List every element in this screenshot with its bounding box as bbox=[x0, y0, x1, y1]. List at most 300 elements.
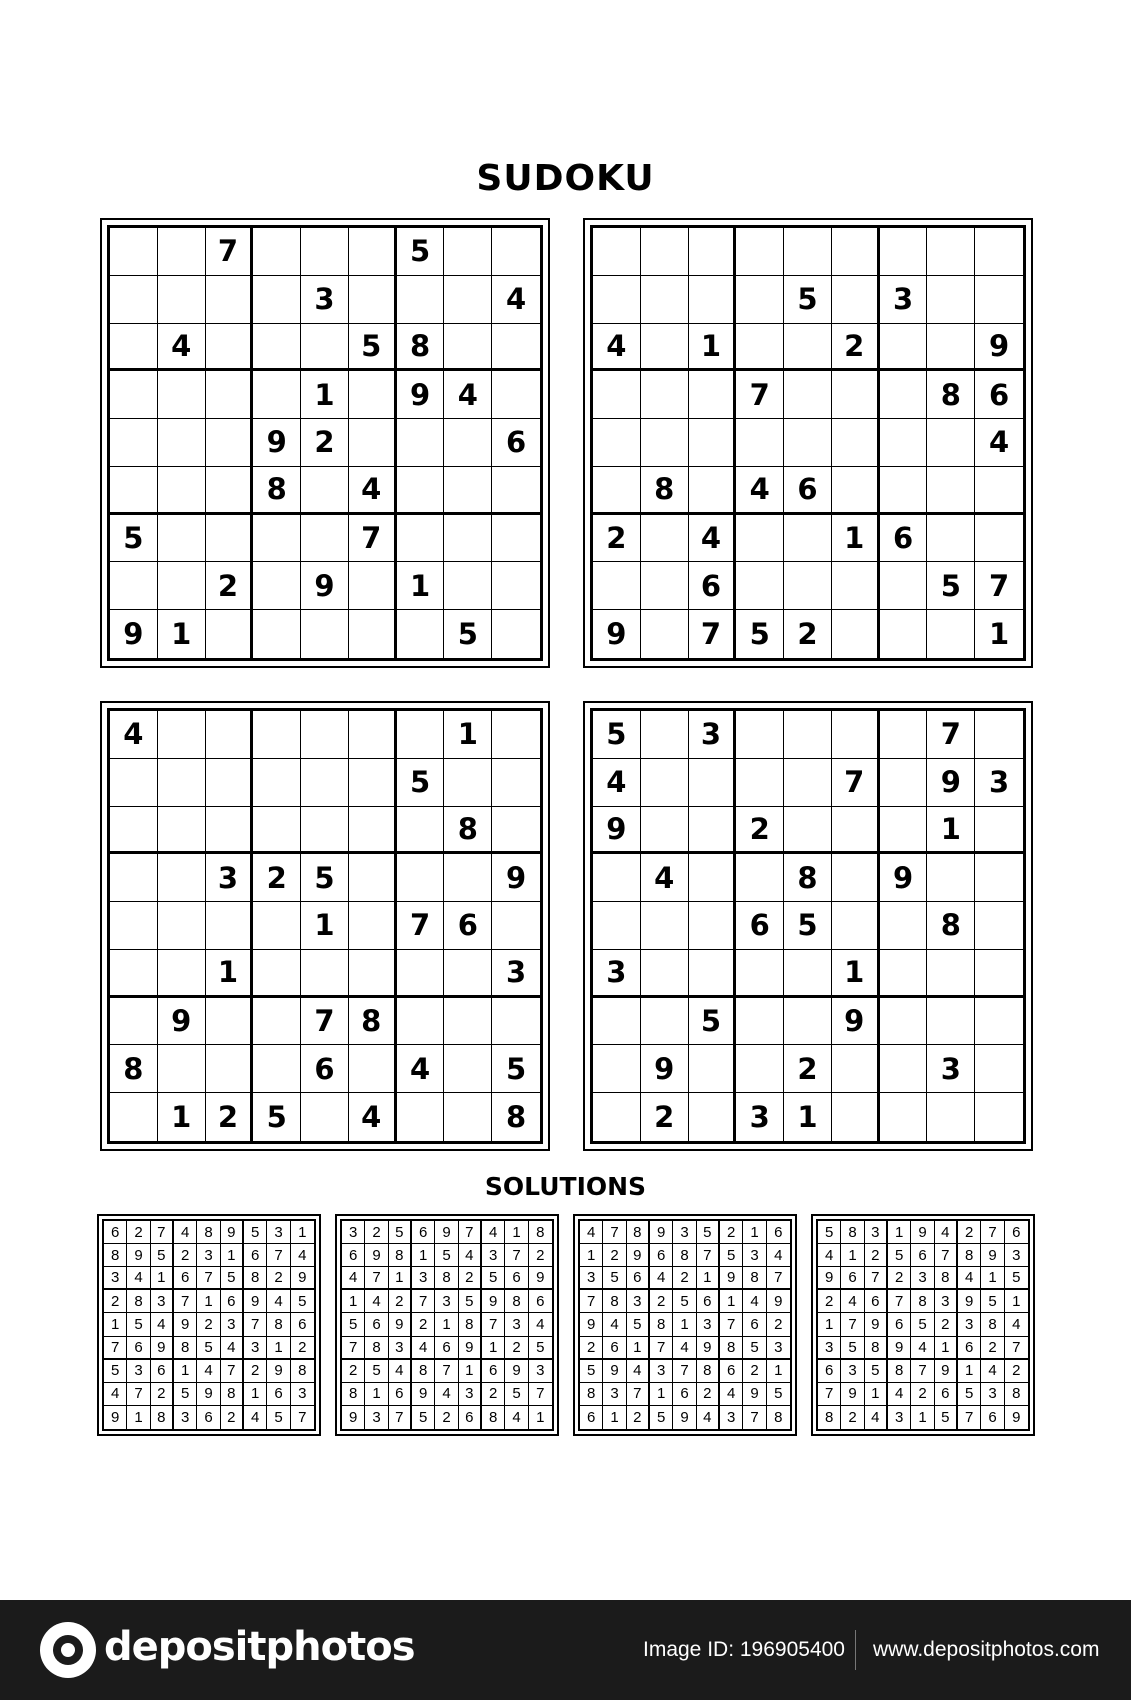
solution-cell: 1 bbox=[291, 1221, 314, 1244]
sudoku-cell bbox=[736, 759, 784, 807]
sudoku-cell bbox=[593, 371, 641, 419]
sudoku-cell bbox=[927, 515, 975, 563]
sudoku-cell bbox=[158, 276, 206, 324]
sudoku-cell bbox=[641, 711, 689, 759]
solution-cell: 4 bbox=[935, 1221, 958, 1244]
sudoku-cell bbox=[975, 228, 1023, 276]
solution-cell: 1 bbox=[174, 1360, 197, 1383]
sudoku-cell: 7 bbox=[927, 711, 975, 759]
sudoku-cell bbox=[880, 950, 928, 998]
sudoku-cell bbox=[253, 324, 301, 372]
solution-cell: 1 bbox=[505, 1221, 528, 1244]
solution-cell: 8 bbox=[743, 1267, 766, 1290]
solution-cell: 2 bbox=[174, 1244, 197, 1267]
solution-cell: 4 bbox=[818, 1244, 841, 1267]
sudoku-cell: 7 bbox=[397, 902, 445, 950]
sudoku-cell bbox=[110, 854, 158, 902]
solution-cell: 5 bbox=[529, 1337, 552, 1360]
solution-cell: 4 bbox=[865, 1406, 888, 1429]
sudoku-cell: 1 bbox=[784, 1093, 832, 1141]
sudoku-cell bbox=[397, 515, 445, 563]
solution-cell: 6 bbox=[673, 1383, 696, 1406]
sudoku-cell bbox=[492, 562, 540, 610]
sudoku-cell: 9 bbox=[927, 759, 975, 807]
site-url[interactable]: www.depositphotos.com bbox=[873, 1638, 1100, 1661]
solution-cell: 3 bbox=[412, 1267, 435, 1290]
solution-cell: 2 bbox=[412, 1313, 435, 1336]
sudoku-cell: 1 bbox=[301, 371, 349, 419]
sudoku-cell bbox=[832, 371, 880, 419]
sudoku-cell bbox=[158, 902, 206, 950]
solution-cell: 7 bbox=[580, 1290, 603, 1313]
sudoku-cell: 4 bbox=[110, 711, 158, 759]
sudoku-cell: 3 bbox=[736, 1093, 784, 1141]
sudoku-cell: 8 bbox=[349, 998, 397, 1046]
solution-cell: 4 bbox=[197, 1360, 220, 1383]
solution-cell: 5 bbox=[580, 1360, 603, 1383]
sudoku-cell bbox=[158, 759, 206, 807]
sudoku-cell bbox=[349, 228, 397, 276]
solution-cell: 9 bbox=[104, 1406, 127, 1429]
sudoku-cell bbox=[689, 419, 737, 467]
solution-cell: 3 bbox=[580, 1267, 603, 1290]
sudoku-cell bbox=[975, 515, 1023, 563]
sudoku-cell: 1 bbox=[832, 950, 880, 998]
solution-cell: 1 bbox=[697, 1267, 720, 1290]
sudoku-cell bbox=[301, 711, 349, 759]
solution-cell: 8 bbox=[244, 1267, 267, 1290]
sudoku-cell: 5 bbox=[784, 902, 832, 950]
sudoku-cell: 1 bbox=[301, 902, 349, 950]
solution-cell: 6 bbox=[603, 1337, 626, 1360]
solution-cell: 5 bbox=[841, 1337, 864, 1360]
sudoku-cell bbox=[206, 371, 254, 419]
sudoku-cell: 4 bbox=[397, 1045, 445, 1093]
sudoku-cell bbox=[444, 467, 492, 515]
solution-cell: 5 bbox=[482, 1267, 505, 1290]
sudoku-cell bbox=[301, 228, 349, 276]
solution-cell: 8 bbox=[389, 1244, 412, 1267]
solution-cell: 6 bbox=[412, 1221, 435, 1244]
solution-cell: 4 bbox=[888, 1383, 911, 1406]
solution-cell: 9 bbox=[981, 1244, 1004, 1267]
sudoku-cell: 2 bbox=[301, 419, 349, 467]
sudoku-cell bbox=[975, 711, 1023, 759]
solution-cell: 8 bbox=[104, 1244, 127, 1267]
solution-cell: 7 bbox=[435, 1360, 458, 1383]
solution-cell: 8 bbox=[580, 1383, 603, 1406]
sudoku-cell bbox=[253, 371, 301, 419]
solution-cell: 9 bbox=[412, 1383, 435, 1406]
sudoku-cell bbox=[880, 324, 928, 372]
sudoku-cell: 8 bbox=[397, 324, 445, 372]
sudoku-cell bbox=[158, 371, 206, 419]
solution-cell: 3 bbox=[1005, 1244, 1028, 1267]
solution-cell: 6 bbox=[529, 1290, 552, 1313]
solution-cell: 6 bbox=[267, 1383, 290, 1406]
sudoku-cell bbox=[110, 276, 158, 324]
solution-cell: 1 bbox=[127, 1406, 150, 1429]
sudoku-cell bbox=[444, 515, 492, 563]
sudoku-cell: 1 bbox=[206, 950, 254, 998]
sudoku-cell: 3 bbox=[927, 1045, 975, 1093]
sudoku-cell bbox=[784, 759, 832, 807]
solution-cell: 8 bbox=[841, 1221, 864, 1244]
solution-cell: 3 bbox=[221, 1313, 244, 1336]
sudoku-cell bbox=[110, 228, 158, 276]
solution-cell: 4 bbox=[580, 1221, 603, 1244]
sudoku-cell bbox=[158, 807, 206, 855]
sudoku-cell bbox=[784, 228, 832, 276]
solution-cell: 9 bbox=[958, 1290, 981, 1313]
sudoku-cell bbox=[492, 371, 540, 419]
sudoku-cell: 4 bbox=[349, 467, 397, 515]
sudoku-cell bbox=[689, 807, 737, 855]
sudoku-cell bbox=[444, 998, 492, 1046]
solution-cell: 5 bbox=[505, 1383, 528, 1406]
solution-cell: 3 bbox=[865, 1221, 888, 1244]
sudoku-cell: 5 bbox=[784, 276, 832, 324]
solution-cell: 7 bbox=[650, 1337, 673, 1360]
sudoku-cell bbox=[641, 515, 689, 563]
solution-cell: 5 bbox=[174, 1383, 197, 1406]
solution-cell: 8 bbox=[958, 1244, 981, 1267]
solution-cell: 9 bbox=[244, 1290, 267, 1313]
sudoku-cell bbox=[641, 610, 689, 658]
solution-cell: 5 bbox=[818, 1221, 841, 1244]
solution-cell: 5 bbox=[650, 1406, 673, 1429]
sudoku-cell bbox=[736, 515, 784, 563]
sudoku-cell bbox=[110, 467, 158, 515]
solution-cell: 1 bbox=[603, 1406, 626, 1429]
sudoku-cell: 4 bbox=[736, 467, 784, 515]
solution-cell: 8 bbox=[650, 1313, 673, 1336]
sudoku-cell: 8 bbox=[444, 807, 492, 855]
solution-cell: 6 bbox=[291, 1313, 314, 1336]
sudoku-cell bbox=[880, 1045, 928, 1093]
sudoku-cell: 7 bbox=[206, 228, 254, 276]
sudoku-cell: 8 bbox=[110, 1045, 158, 1093]
solution-cell: 3 bbox=[127, 1360, 150, 1383]
solution-cell: 6 bbox=[935, 1383, 958, 1406]
sudoku-cell: 3 bbox=[880, 276, 928, 324]
solution-cell: 8 bbox=[197, 1221, 220, 1244]
sudoku-cell: 6 bbox=[784, 467, 832, 515]
sudoku-cell bbox=[253, 950, 301, 998]
sudoku-cell bbox=[880, 711, 928, 759]
solution-cell: 7 bbox=[935, 1244, 958, 1267]
sudoku-cell bbox=[927, 419, 975, 467]
solution-cell: 7 bbox=[603, 1221, 626, 1244]
solution-cell: 7 bbox=[818, 1383, 841, 1406]
solution-cell: 3 bbox=[267, 1221, 290, 1244]
sudoku-cell bbox=[349, 759, 397, 807]
solution-cell: 2 bbox=[104, 1290, 127, 1313]
sudoku-cell bbox=[492, 902, 540, 950]
sudoku-cell: 6 bbox=[689, 562, 737, 610]
solution-cell: 3 bbox=[697, 1313, 720, 1336]
sudoku-cell: 6 bbox=[301, 1045, 349, 1093]
sudoku-cell bbox=[880, 902, 928, 950]
sudoku-cell bbox=[593, 228, 641, 276]
sudoku-cell bbox=[975, 1093, 1023, 1141]
solution-cell: 8 bbox=[697, 1360, 720, 1383]
solution-cell: 3 bbox=[529, 1360, 552, 1383]
solution-grid bbox=[102, 1219, 316, 1431]
sudoku-cell bbox=[206, 759, 254, 807]
solution-cell: 5 bbox=[412, 1406, 435, 1429]
sudoku-cell bbox=[641, 228, 689, 276]
solution-cell: 3 bbox=[650, 1360, 673, 1383]
solution-cell: 8 bbox=[1005, 1383, 1028, 1406]
sudoku-cell bbox=[832, 419, 880, 467]
sudoku-cell bbox=[975, 950, 1023, 998]
solution-cell: 1 bbox=[981, 1267, 1004, 1290]
sudoku-cell bbox=[253, 902, 301, 950]
sudoku-cell bbox=[110, 562, 158, 610]
sudoku-cell bbox=[832, 711, 880, 759]
solution-cell: 1 bbox=[482, 1337, 505, 1360]
sudoku-cell: 1 bbox=[832, 515, 880, 563]
solution-grid bbox=[816, 1219, 1030, 1431]
solution-cell: 7 bbox=[743, 1406, 766, 1429]
solution-cell: 4 bbox=[911, 1337, 934, 1360]
sudoku-cell: 8 bbox=[253, 467, 301, 515]
solution-cell: 3 bbox=[291, 1383, 314, 1406]
solution-cell: 4 bbox=[650, 1267, 673, 1290]
sudoku-cell bbox=[832, 854, 880, 902]
sudoku-cell: 1 bbox=[989, 617, 1010, 652]
sudoku-cell bbox=[110, 998, 158, 1046]
sudoku-cell: 2 bbox=[784, 610, 832, 658]
sudoku-cell bbox=[880, 1093, 928, 1141]
sudoku-cell bbox=[641, 998, 689, 1046]
solution-cell: 9 bbox=[818, 1267, 841, 1290]
sudoku-cell bbox=[253, 276, 301, 324]
solution-cell: 2 bbox=[650, 1290, 673, 1313]
sudoku-cell: 9 bbox=[110, 610, 158, 658]
sudoku-cell bbox=[832, 276, 880, 324]
solution-cell: 2 bbox=[958, 1221, 981, 1244]
sudoku-cell bbox=[975, 467, 1023, 515]
sudoku-cell bbox=[397, 419, 445, 467]
sudoku-cell: 5 bbox=[397, 759, 445, 807]
sudoku-cell bbox=[206, 324, 254, 372]
sudoku-cell: 2 bbox=[641, 1093, 689, 1141]
solution-cell: 6 bbox=[865, 1290, 888, 1313]
sudoku-cell bbox=[880, 610, 928, 658]
solution-cell: 9 bbox=[221, 1221, 244, 1244]
sudoku-cell bbox=[397, 998, 445, 1046]
solution-cell: 6 bbox=[888, 1313, 911, 1336]
solution-cell: 8 bbox=[981, 1313, 1004, 1336]
puzzle-board bbox=[100, 701, 550, 1151]
solution-cell: 1 bbox=[767, 1360, 790, 1383]
sudoku-cell: 2 bbox=[832, 324, 880, 372]
sudoku-cell bbox=[593, 276, 641, 324]
sudoku-cell bbox=[349, 562, 397, 610]
sudoku-cell bbox=[444, 562, 492, 610]
solution-cell: 7 bbox=[174, 1290, 197, 1313]
solution-cell: 3 bbox=[720, 1406, 743, 1429]
sudoku-cell bbox=[253, 998, 301, 1046]
solution-cell: 7 bbox=[267, 1244, 290, 1267]
solution-cell: 5 bbox=[865, 1360, 888, 1383]
solution-cell: 6 bbox=[197, 1406, 220, 1429]
solution-cell: 7 bbox=[104, 1337, 127, 1360]
sudoku-cell bbox=[975, 1045, 1023, 1093]
sudoku-cell bbox=[975, 276, 1023, 324]
solution-cell: 3 bbox=[197, 1244, 220, 1267]
puzzle-board bbox=[583, 218, 1033, 668]
sudoku-cell bbox=[110, 371, 158, 419]
solution-grid bbox=[578, 1219, 792, 1431]
sudoku-cell bbox=[397, 467, 445, 515]
sudoku-cell: 3 bbox=[301, 276, 349, 324]
sudoku-cell bbox=[158, 228, 206, 276]
solution-cell: 2 bbox=[505, 1337, 528, 1360]
sudoku-cell bbox=[397, 711, 445, 759]
solution-cell: 3 bbox=[888, 1406, 911, 1429]
sudoku-cell bbox=[444, 759, 492, 807]
solution-cell: 8 bbox=[911, 1290, 934, 1313]
solution-cell: 5 bbox=[627, 1313, 650, 1336]
sudoku-cell bbox=[689, 371, 737, 419]
solution-cell: 1 bbox=[459, 1360, 482, 1383]
solution-cell: 3 bbox=[389, 1337, 412, 1360]
sudoku-cell bbox=[253, 562, 301, 610]
sudoku-cell bbox=[593, 419, 641, 467]
solution-cell: 9 bbox=[627, 1244, 650, 1267]
sudoku-cell: 8 bbox=[506, 1100, 527, 1135]
sudoku-cell bbox=[784, 998, 832, 1046]
sudoku-cell bbox=[593, 1093, 641, 1141]
solution-cell: 7 bbox=[697, 1244, 720, 1267]
sudoku-cell bbox=[253, 1045, 301, 1093]
sudoku-cell bbox=[492, 711, 540, 759]
sudoku-cell bbox=[736, 1045, 784, 1093]
solution-cell: 8 bbox=[627, 1221, 650, 1244]
solution-cell: 9 bbox=[127, 1244, 150, 1267]
sudoku-cell bbox=[880, 562, 928, 610]
solution-cell: 2 bbox=[935, 1313, 958, 1336]
solution-cell: 5 bbox=[435, 1244, 458, 1267]
solution-cell: 9 bbox=[888, 1337, 911, 1360]
depositphotos-logo-icon[interactable] bbox=[40, 1622, 96, 1678]
solution-cell: 9 bbox=[580, 1313, 603, 1336]
solution-cell: 6 bbox=[389, 1383, 412, 1406]
solution-cell: 6 bbox=[911, 1244, 934, 1267]
sudoku-cell bbox=[880, 467, 928, 515]
solution-cell: 2 bbox=[389, 1290, 412, 1313]
sudoku-cell: 1 bbox=[397, 562, 445, 610]
sudoku-cell: 1 bbox=[444, 711, 492, 759]
sudoku-cell: 5 bbox=[444, 610, 492, 658]
sudoku-cell bbox=[301, 950, 349, 998]
solution-cell: 4 bbox=[767, 1244, 790, 1267]
sudoku-cell bbox=[689, 1045, 737, 1093]
footer-bar bbox=[0, 1600, 1131, 1700]
sudoku-cell bbox=[492, 998, 540, 1046]
solution-cell: 2 bbox=[697, 1383, 720, 1406]
sudoku-cell bbox=[927, 276, 975, 324]
sudoku-cell bbox=[110, 324, 158, 372]
solution-cell: 9 bbox=[841, 1383, 864, 1406]
solution-cell: 6 bbox=[1005, 1221, 1028, 1244]
solution-cell: 2 bbox=[767, 1313, 790, 1336]
solution-cell: 6 bbox=[104, 1221, 127, 1244]
solution-cell: 8 bbox=[127, 1290, 150, 1313]
brand-name[interactable]: depositphotos bbox=[104, 1624, 415, 1670]
sudoku-cell bbox=[593, 467, 641, 515]
solution-cell: 8 bbox=[865, 1337, 888, 1360]
sudoku-cell bbox=[349, 371, 397, 419]
solution-cell: 1 bbox=[365, 1383, 388, 1406]
solution-cell: 7 bbox=[342, 1337, 365, 1360]
solution-cell: 5 bbox=[743, 1337, 766, 1360]
solution-cell: 6 bbox=[580, 1406, 603, 1429]
sudoku-cell: 2 bbox=[206, 562, 254, 610]
sudoku-cell bbox=[689, 950, 737, 998]
sudoku-cell bbox=[641, 950, 689, 998]
sudoku-cell bbox=[784, 562, 832, 610]
solution-cell: 7 bbox=[841, 1313, 864, 1336]
sudoku-cell: 3 bbox=[975, 759, 1023, 807]
solution-cell: 4 bbox=[244, 1406, 267, 1429]
solution-cell: 6 bbox=[767, 1221, 790, 1244]
sudoku-cell: 4 bbox=[593, 759, 641, 807]
sudoku-cell bbox=[349, 807, 397, 855]
sudoku-cell: 3 bbox=[593, 950, 641, 998]
solution-cell: 1 bbox=[221, 1244, 244, 1267]
solution-cell: 7 bbox=[389, 1406, 412, 1429]
sudoku-cell bbox=[736, 950, 784, 998]
solution-cell: 4 bbox=[291, 1244, 314, 1267]
solution-cell: 4 bbox=[221, 1337, 244, 1360]
solution-cell: 7 bbox=[958, 1406, 981, 1429]
solution-cell: 3 bbox=[365, 1406, 388, 1429]
solution-cell: 2 bbox=[981, 1337, 1004, 1360]
sudoku-cell bbox=[492, 610, 540, 658]
solution-cell: 1 bbox=[935, 1337, 958, 1360]
sudoku-cell bbox=[444, 228, 492, 276]
solution-cell: 3 bbox=[482, 1244, 505, 1267]
solution-cell: 7 bbox=[127, 1383, 150, 1406]
sudoku-cell bbox=[301, 1093, 349, 1141]
sudoku-cell: 2 bbox=[736, 807, 784, 855]
solution-cell: 5 bbox=[365, 1360, 388, 1383]
solution-cell: 2 bbox=[580, 1337, 603, 1360]
sudoku-cell: 2 bbox=[784, 1045, 832, 1093]
sudoku-cell bbox=[689, 902, 737, 950]
solution-cell: 5 bbox=[151, 1244, 174, 1267]
sudoku-cell bbox=[736, 228, 784, 276]
sudoku-cell: 5 bbox=[349, 324, 397, 372]
solution-cell: 4 bbox=[151, 1313, 174, 1336]
solution-cell: 9 bbox=[459, 1337, 482, 1360]
solution-cell: 7 bbox=[459, 1221, 482, 1244]
sudoku-cell bbox=[641, 419, 689, 467]
sudoku-cell bbox=[492, 807, 540, 855]
solution-cell: 6 bbox=[435, 1337, 458, 1360]
solution-cell: 2 bbox=[888, 1267, 911, 1290]
solution-cell: 9 bbox=[673, 1406, 696, 1429]
solution-cell: 4 bbox=[603, 1313, 626, 1336]
sudoku-cell bbox=[736, 998, 784, 1046]
solution-cell: 1 bbox=[435, 1313, 458, 1336]
solution-cell: 2 bbox=[529, 1244, 552, 1267]
sudoku-cell bbox=[492, 759, 540, 807]
